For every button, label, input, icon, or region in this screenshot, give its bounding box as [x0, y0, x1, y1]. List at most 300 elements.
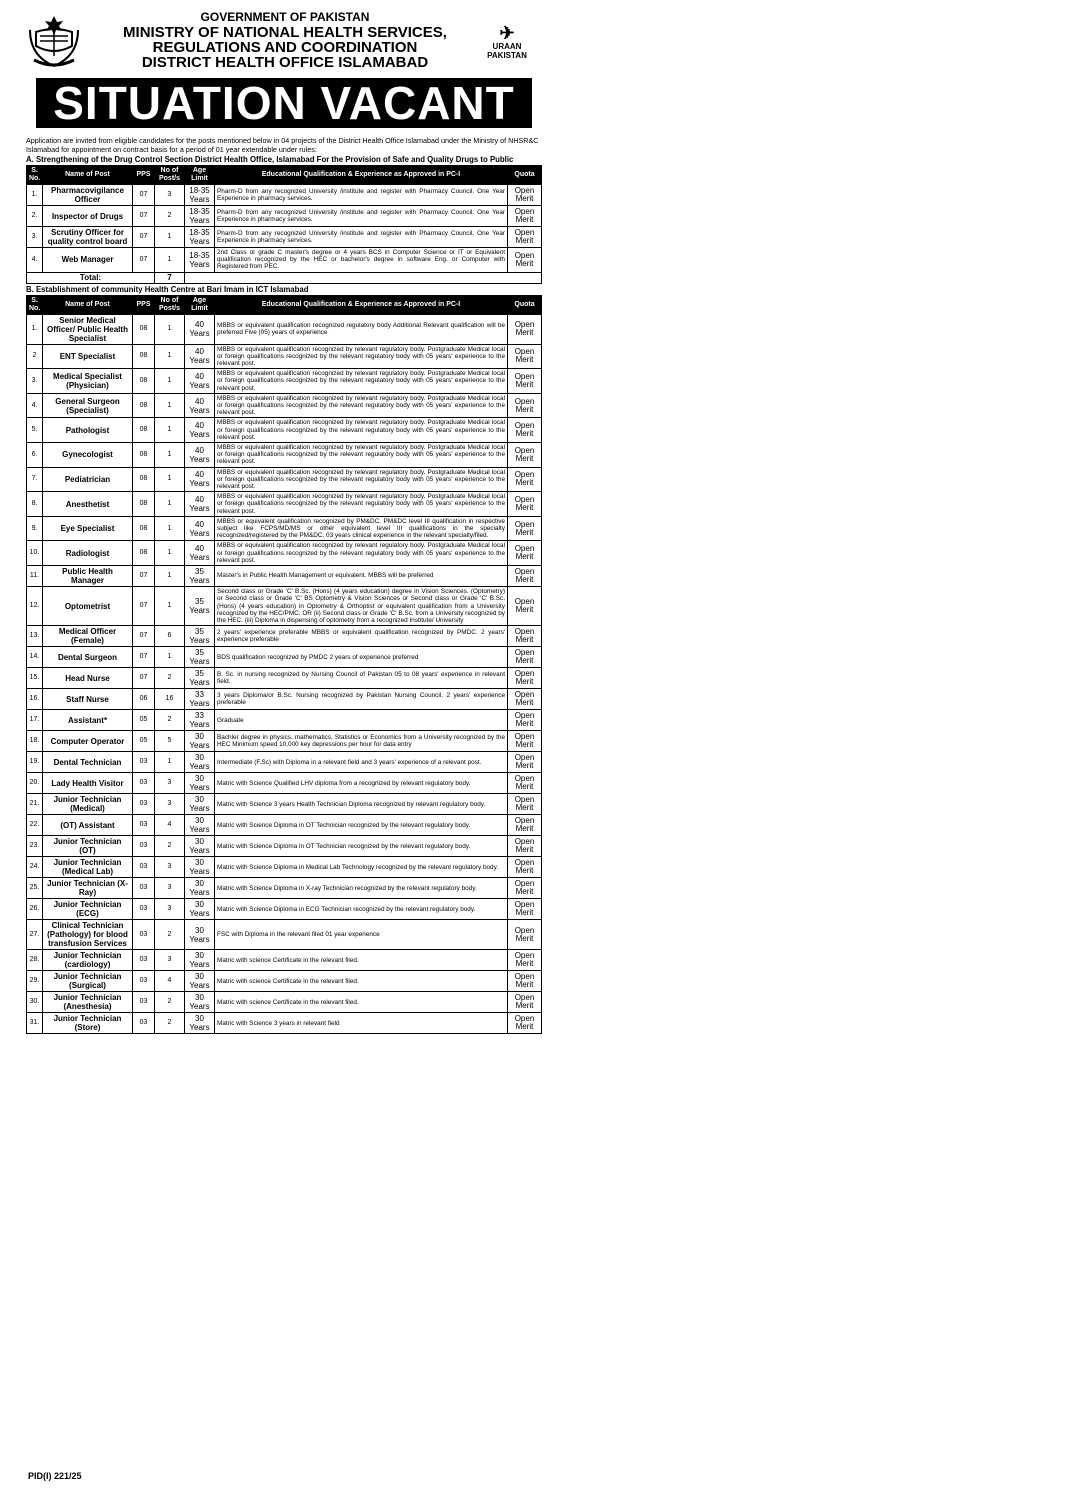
col-name: Name of Post: [43, 295, 133, 314]
row-post-name: Clinical Technician (Pathology) for blood transfusion Services: [43, 920, 133, 950]
table-row: [27, 443, 542, 468]
row-posts: 1: [155, 752, 185, 773]
row-posts: 3: [155, 950, 185, 971]
row-age: 40 Years: [185, 344, 215, 369]
col-qual: Educational Qualification & Experience as Approved in PC-I: [215, 166, 508, 185]
row-qualification: Master's in Public Health Management or equivalent. MBBS will be preferred: [215, 566, 508, 587]
row-pps: 08: [133, 344, 155, 369]
row-pps: 08: [133, 467, 155, 492]
row-posts: 16: [155, 689, 185, 710]
table-row: [27, 516, 542, 541]
row-quota: Open Merit: [508, 393, 542, 418]
row-pps: 03: [133, 992, 155, 1013]
gov-title: GOVERNMENT OF PAKISTAN: [200, 10, 370, 24]
row-sno: 17.: [27, 710, 43, 731]
row-age: 40 Years: [185, 314, 215, 344]
row-quota: Open Merit: [508, 626, 542, 647]
row-sno: 4.: [27, 248, 43, 273]
col-name: Name of Post: [43, 166, 133, 185]
row-sno: 25.: [27, 878, 43, 899]
row-post-name: Senior Medical Officer/ Public Health Specialist: [43, 314, 133, 344]
row-pps: 07: [133, 185, 155, 206]
row-posts: 1: [155, 344, 185, 369]
row-sno: 3.: [27, 369, 43, 394]
table-row: [27, 1013, 542, 1034]
row-qualification: MBBS or equivalent qualification recognized by relevant regulatory body. Postgraduate Medical local or foreign qualifications recognized by the relevant regulatory body with 05 years' experience to the relevant post.: [215, 541, 508, 566]
row-qualification: Pharm-D from any recognized University /institute and register with Pharmacy Council. One Year Experience in pharmacy services.: [215, 227, 508, 248]
row-age: 30 Years: [185, 773, 215, 794]
row-pps: 03: [133, 950, 155, 971]
row-qualification: Graduate: [215, 710, 508, 731]
row-sno: 1.: [27, 185, 43, 206]
table-row: [27, 626, 542, 647]
table-row: [27, 492, 542, 517]
row-sno: 9.: [27, 516, 43, 541]
col-age: Age Limit: [185, 295, 215, 314]
row-posts: 4: [155, 815, 185, 836]
row-posts: 2: [155, 992, 185, 1013]
row-qualification: MBBS or equivalent qualification recognized by PM&DC. PM&DC level III qualification in respective subject like FCPS/MD/MS or other equivalent level III qualifications in the specialty recognized/registered by the PM&DC. 03 years clinical experience in the relevant specialty/filed.: [215, 516, 508, 541]
row-age: 33 Years: [185, 689, 215, 710]
row-pps: 08: [133, 418, 155, 443]
row-qualification: Matric with Science 3 years in relevant field: [215, 1013, 508, 1034]
row-sno: 22.: [27, 815, 43, 836]
row-posts: 2: [155, 206, 185, 227]
table-row: [27, 314, 542, 344]
row-age: 18-35 Years: [185, 185, 215, 206]
row-sno: 3.: [27, 227, 43, 248]
table-row: [27, 689, 542, 710]
row-quota: Open Merit: [508, 668, 542, 689]
row-quota: Open Merit: [508, 773, 542, 794]
table-row: [27, 185, 542, 206]
row-posts: 3: [155, 857, 185, 878]
row-pps: 03: [133, 971, 155, 992]
table-row: [27, 393, 542, 418]
row-sno: 10.: [27, 541, 43, 566]
row-quota: Open Merit: [508, 689, 542, 710]
section-a-total-row: [27, 272, 542, 283]
row-qualification: Pharm-D from any recognized University /institute and register with Pharmacy Council. One Year Experience in pharmacy services.: [215, 206, 508, 227]
pid-number: PID(I) 221/25: [28, 1471, 82, 1481]
row-age: 30 Years: [185, 815, 215, 836]
col-qual: Educational Qualification & Experience as Approved in PC-I: [215, 295, 508, 314]
row-pps: 03: [133, 794, 155, 815]
row-quota: Open Merit: [508, 899, 542, 920]
row-qualification: MBBS or equivalent qualification recognized by relevant regulatory body. Postgraduate Medical local or foreign qualifications recognized by the relevant regulatory body with 05 years' experience to the relevant post.: [215, 418, 508, 443]
row-age: 35 Years: [185, 668, 215, 689]
uraan-logo: [478, 24, 536, 60]
row-pps: 08: [133, 369, 155, 394]
col-sno: S. No.: [27, 166, 43, 185]
row-sno: 12.: [27, 587, 43, 626]
row-post-name: Junior Technician (OT): [43, 836, 133, 857]
table-row: [27, 794, 542, 815]
col-sno: S. No.: [27, 295, 43, 314]
row-posts: 1: [155, 393, 185, 418]
table-row: [27, 773, 542, 794]
table-row: [27, 731, 542, 752]
row-post-name: Anesthetist: [43, 492, 133, 517]
row-age: 40 Years: [185, 393, 215, 418]
uraan-logo-text: URAAN PAKISTAN: [487, 42, 527, 60]
row-quota: Open Merit: [508, 344, 542, 369]
row-pps: 08: [133, 443, 155, 468]
row-posts: 1: [155, 443, 185, 468]
row-age: 30 Years: [185, 836, 215, 857]
row-post-name: Gynecologist: [43, 443, 133, 468]
col-pps: PPS: [133, 295, 155, 314]
row-pps: 07: [133, 668, 155, 689]
row-qualification: Pharm-D from any recognized University /institute and register with Pharmacy Council. One Year Experience in pharmacy services.: [215, 185, 508, 206]
row-post-name: Staff Nurse: [43, 689, 133, 710]
row-quota: Open Merit: [508, 752, 542, 773]
row-qualification: MBBS or equivalent qualification recognized by relevant regulatory body. Postgraduate Medical local or foreign qualifications recognized by the relevant regulatory body with 05 years' experience to the relevant post.: [215, 492, 508, 517]
uraan-bird-icon: ✈: [499, 23, 515, 43]
row-qualification: MBBS or equivalent qualification recognized regulatory body Additional Relevant qualification will be preferred Five (05) years of experience: [215, 314, 508, 344]
table-row: [27, 541, 542, 566]
row-quota: Open Merit: [508, 971, 542, 992]
table-row: [27, 647, 542, 668]
table-row: [27, 752, 542, 773]
row-quota: Open Merit: [508, 443, 542, 468]
row-sno: 18.: [27, 731, 43, 752]
row-quota: Open Merit: [508, 857, 542, 878]
row-post-name: Eye Specialist: [43, 516, 133, 541]
row-qualification: 2 years' experience preferable MBBS or equivalent qualification recognized by PMDC. 2 years' experience preferable: [215, 626, 508, 647]
row-post-name: Dental Technician: [43, 752, 133, 773]
row-post-name: (OT) Assistant: [43, 815, 133, 836]
col-age: Age Limit: [185, 166, 215, 185]
row-sno: 13.: [27, 626, 43, 647]
row-quota: Open Merit: [508, 920, 542, 950]
row-pps: 08: [133, 541, 155, 566]
row-posts: 2: [155, 668, 185, 689]
row-pps: 08: [133, 492, 155, 517]
row-post-name: Scrutiny Officer for quality control board: [43, 227, 133, 248]
row-age: 35 Years: [185, 647, 215, 668]
row-pps: 08: [133, 314, 155, 344]
row-qualification: BDS qualification recognized by PMDC 2 years of experience preferred: [215, 647, 508, 668]
total-value: 7: [155, 272, 185, 283]
row-pps: 03: [133, 857, 155, 878]
row-quota: Open Merit: [508, 248, 542, 273]
row-pps: 03: [133, 836, 155, 857]
row-age: 30 Years: [185, 857, 215, 878]
row-age: 18-35 Years: [185, 206, 215, 227]
row-post-name: Junior Technician (X- Ray): [43, 878, 133, 899]
row-sno: 27.: [27, 920, 43, 950]
row-post-name: Junior Technician (Anesthesia): [43, 992, 133, 1013]
row-pps: 03: [133, 1013, 155, 1034]
row-age: 18-35 Years: [185, 248, 215, 273]
row-posts: 5: [155, 731, 185, 752]
row-posts: 2: [155, 836, 185, 857]
row-sno: 28.: [27, 950, 43, 971]
row-post-name: General Surgeon (Specialist): [43, 393, 133, 418]
row-post-name: Junior Technician (Surgical): [43, 971, 133, 992]
row-posts: 3: [155, 185, 185, 206]
row-quota: Open Merit: [508, 647, 542, 668]
col-quota: Quota: [508, 166, 542, 185]
row-quota: Open Merit: [508, 314, 542, 344]
row-posts: 1: [155, 541, 185, 566]
row-qualification: Matric with Science 3 years Health Technician Diploma recognized by relevant regulatory body.: [215, 794, 508, 815]
row-age: 40 Years: [185, 467, 215, 492]
row-post-name: Computer Operator: [43, 731, 133, 752]
row-pps: 03: [133, 899, 155, 920]
row-sno: 15.: [27, 668, 43, 689]
row-qualification: MBBS or equivalent qualification recognized by relevant regulatory body. Postgraduate Medical local or foreign qualifications recognized by the relevant regulatory body with 05 years' experience to the relevant post.: [215, 467, 508, 492]
table-row: [27, 248, 542, 273]
ministry-title: MINISTRY OF NATIONAL HEALTH SERVICES,: [123, 24, 447, 41]
intro-text: Application are invited from eligible candidates for the posts mentioned below in 04 projects of the District Health Office Islamabad under the Ministry of NHSR&C Islamabad for appointment on contract basis for a period of 01 year extendable under rules:: [26, 136, 539, 154]
row-post-name: Dental Surgeon: [43, 647, 133, 668]
row-pps: 07: [133, 647, 155, 668]
row-pps: 07: [133, 206, 155, 227]
row-quota: Open Merit: [508, 492, 542, 517]
row-pps: 07: [133, 248, 155, 273]
row-post-name: Medical Specialist (Physician): [43, 369, 133, 394]
row-pps: 03: [133, 752, 155, 773]
table-row: [27, 815, 542, 836]
row-posts: 1: [155, 314, 185, 344]
row-pps: 07: [133, 587, 155, 626]
table-row: [27, 878, 542, 899]
row-quota: Open Merit: [508, 794, 542, 815]
row-age: 30 Years: [185, 992, 215, 1013]
table-row: [27, 899, 542, 920]
row-post-name: Junior Technician (Store): [43, 1013, 133, 1034]
row-pps: 06: [133, 689, 155, 710]
row-age: 30 Years: [185, 731, 215, 752]
row-post-name: Assistant*: [43, 710, 133, 731]
table-row: [27, 227, 542, 248]
row-posts: 2: [155, 920, 185, 950]
row-pps: 03: [133, 878, 155, 899]
row-post-name: Pharmacovigilance Officer: [43, 185, 133, 206]
row-post-name: Public Health Manager: [43, 566, 133, 587]
row-age: 30 Years: [185, 878, 215, 899]
row-sno: 16.: [27, 689, 43, 710]
row-pps: 08: [133, 393, 155, 418]
table-row: [27, 467, 542, 492]
row-age: 18-35 Years: [185, 227, 215, 248]
table-row: [27, 418, 542, 443]
col-posts: No of Post/s: [155, 166, 185, 185]
table-row: [27, 668, 542, 689]
row-qualification: Matric with Science Diploma in Medical Lab Technology recognized by the relevant regulatory body.: [215, 857, 508, 878]
table-row: [27, 920, 542, 950]
ministry-title-2: REGULATIONS AND COORDINATION: [152, 39, 418, 56]
row-qualification: Matric with Science Diploma in X-ray Technician recognized by the relevant regulatory body.: [215, 878, 508, 899]
section-b-table: [26, 295, 542, 1035]
table-row: [27, 857, 542, 878]
row-posts: 1: [155, 516, 185, 541]
row-posts: 2: [155, 710, 185, 731]
row-quota: Open Merit: [508, 467, 542, 492]
row-age: 40 Years: [185, 541, 215, 566]
section-a-title: A. Strengthening of the Drug Control Section District Health Office, Islamabad For the Provision of Safe and Quality Drugs to Public: [26, 155, 514, 164]
row-age: 40 Years: [185, 516, 215, 541]
table-row: [27, 992, 542, 1013]
row-quota: Open Merit: [508, 587, 542, 626]
row-posts: 2: [155, 1013, 185, 1034]
row-post-name: Inspector of Drugs: [43, 206, 133, 227]
table-row: [27, 710, 542, 731]
left-column: [26, 6, 542, 1034]
page-header: [26, 6, 542, 128]
row-post-name: Web Manager: [43, 248, 133, 273]
row-qualification: MBBS or equivalent qualification recognized by relevant regulatory body. Postgraduate Medical local or foreign qualifications recognized by the relevant regulatory body with 05 years' experience to the relevant post.: [215, 443, 508, 468]
row-qualification: MBBS or equivalent qualification recognized by relevant regulatory body. Postgraduate Medical local or foreign qualifications recognized by the relevant regulatory body with 05 years' experience to the relevant post.: [215, 393, 508, 418]
row-sno: 11.: [27, 566, 43, 587]
row-age: 35 Years: [185, 566, 215, 587]
row-sno: 1.: [27, 314, 43, 344]
table-row: [27, 950, 542, 971]
row-post-name: Radiologist: [43, 541, 133, 566]
row-qualification: 2nd Class or grade C master's degree or 4 years BCS in Computer Science or IT or Equivalent qualification recognized by the HEC or bachelor's degree in software Eng. or Computer with Registered from PEC.: [215, 248, 508, 273]
row-qualification: MBBS or equivalent qualification recognized by relevant regulatory body. Postgraduate Medical local or foreign qualifications recognized by the relevant regulatory body with 05 years' experience to the relevant post.: [215, 369, 508, 394]
row-age: 40 Years: [185, 492, 215, 517]
table-row: [27, 206, 542, 227]
row-qualification: Second class or Grade 'C' B.Sc. (Hons) (4 years education) degree in Vision Sciences. (Optometry) or Second class or Grade 'C' BS Optometry & Vision Sciences or Second class or Grade 'C' B.Sc. (Hons) (4 years education) in Optometry & Orthoptist or equivalent qualification from a University recognized by the HEC/PMC. OR (ii) Second class or Grade 'C' B.Sc. from a University recognized by the HEC. (iii) Diploma in dispensing of optometry from a recognized Institute/ University: [215, 587, 508, 626]
row-quota: Open Merit: [508, 185, 542, 206]
row-sno: 26.: [27, 899, 43, 920]
office-title: DISTRICT HEALTH OFFICE ISLAMABAD: [141, 54, 429, 71]
row-post-name: Optometrist: [43, 587, 133, 626]
row-age: 30 Years: [185, 752, 215, 773]
row-age: 35 Years: [185, 587, 215, 626]
row-qualification: 3 years Diploma/or B.Sc. Nursing recognized by Pakistan Nursing Council. 2 years' experience preferable: [215, 689, 508, 710]
row-qualification: MBBS or equivalent qualification recognized by relevant regulatory body. Postgraduate Medical local or foreign qualifications recognized by the relevant regulatory body with 05 years' experience to the relevant post.: [215, 344, 508, 369]
row-age: 40 Years: [185, 443, 215, 468]
row-qualification: Bachler degree in physics, mathematics, Statistics or Economics from a University recognized by the HEC Minimum speed 10,000 key depressions per hour for data entry: [215, 731, 508, 752]
row-age: 35 Years: [185, 626, 215, 647]
row-posts: 1: [155, 248, 185, 273]
row-quota: Open Merit: [508, 418, 542, 443]
row-posts: 1: [155, 566, 185, 587]
section-b-title: B. Establishment of community Health Centre at Bari Imam in ICT Islamabad: [26, 284, 309, 294]
row-sno: 14.: [27, 647, 43, 668]
row-posts: 3: [155, 878, 185, 899]
col-quota: Quota: [508, 295, 542, 314]
row-sno: 20.: [27, 773, 43, 794]
row-quota: Open Merit: [508, 1013, 542, 1034]
row-age: 30 Years: [185, 950, 215, 971]
row-posts: 1: [155, 467, 185, 492]
row-qualification: Matric with Science Diploma in OT Technician recognized by the relevant regulatory body.: [215, 836, 508, 857]
row-age: 30 Years: [185, 899, 215, 920]
row-qualification: Matric with science Certificate in the relevant filed.: [215, 992, 508, 1013]
row-sno: 31.: [27, 1013, 43, 1034]
table-row: [27, 344, 542, 369]
row-posts: 3: [155, 773, 185, 794]
table-row: [27, 369, 542, 394]
table-row: [27, 971, 542, 992]
row-pps: 03: [133, 920, 155, 950]
row-age: 30 Years: [185, 920, 215, 950]
table-row: [27, 587, 542, 626]
row-qualification: Matric with Science Diploma in ECG Technician recognized by the relevant regulatory body.: [215, 899, 508, 920]
row-posts: 3: [155, 899, 185, 920]
row-quota: Open Merit: [508, 878, 542, 899]
row-qualification: Intermediate (F.Sc) with Diploma in a relevant field and 3 years' experience of a relevant post.: [215, 752, 508, 773]
situation-vacant-banner: SITUATION VACANT: [36, 78, 532, 128]
row-quota: Open Merit: [508, 731, 542, 752]
col-pps: PPS: [133, 166, 155, 185]
row-sno: 5.: [27, 418, 43, 443]
row-sno: 8.: [27, 492, 43, 517]
row-quota: Open Merit: [508, 815, 542, 836]
row-post-name: Medical Officer (Female): [43, 626, 133, 647]
row-posts: 1: [155, 647, 185, 668]
row-posts: 1: [155, 587, 185, 626]
row-pps: 05: [133, 710, 155, 731]
state-emblem-icon: [26, 12, 82, 70]
row-posts: 3: [155, 794, 185, 815]
table-row: [27, 566, 542, 587]
row-posts: 1: [155, 369, 185, 394]
row-posts: 1: [155, 492, 185, 517]
row-pps: 07: [133, 566, 155, 587]
row-quota: Open Merit: [508, 836, 542, 857]
row-sno: 6.: [27, 443, 43, 468]
row-qualification: Matric with science Certificate in the relevant filed.: [215, 950, 508, 971]
row-sno: 29.: [27, 971, 43, 992]
row-age: 30 Years: [185, 794, 215, 815]
row-post-name: Pediatrician: [43, 467, 133, 492]
row-quota: Open Merit: [508, 992, 542, 1013]
row-quota: Open Merit: [508, 541, 542, 566]
row-pps: 07: [133, 227, 155, 248]
row-pps: 03: [133, 773, 155, 794]
row-post-name: Junior Technician (cardiology): [43, 950, 133, 971]
row-sno: 2.: [27, 206, 43, 227]
col-posts: No of Post/s: [155, 295, 185, 314]
row-sno: 30.: [27, 992, 43, 1013]
section-a-table: [26, 165, 542, 284]
row-qualification: Matric with science Certificate in the relevant filed.: [215, 971, 508, 992]
row-post-name: Lady Health Visitor: [43, 773, 133, 794]
row-pps: 03: [133, 815, 155, 836]
table-row: [27, 836, 542, 857]
row-pps: 07: [133, 626, 155, 647]
row-age: 40 Years: [185, 369, 215, 394]
row-sno: 2: [27, 344, 43, 369]
row-pps: 05: [133, 731, 155, 752]
row-post-name: Junior Technician (ECG): [43, 899, 133, 920]
header-text: [88, 10, 482, 70]
row-sno: 23.: [27, 836, 43, 857]
row-sno: 19.: [27, 752, 43, 773]
row-qualification: Matric with Science Qualified LHV diploma from a recognized by relevant regulatory body.: [215, 773, 508, 794]
total-label: Total:: [27, 272, 155, 283]
row-posts: 1: [155, 227, 185, 248]
row-post-name: Junior Technician (Medical Lab): [43, 857, 133, 878]
row-age: 30 Years: [185, 1013, 215, 1034]
row-sno: 4.: [27, 393, 43, 418]
row-sno: 21.: [27, 794, 43, 815]
row-post-name: Pathologist: [43, 418, 133, 443]
row-age: 33 Years: [185, 710, 215, 731]
row-post-name: Head Nurse: [43, 668, 133, 689]
row-posts: 1: [155, 418, 185, 443]
row-quota: Open Merit: [508, 566, 542, 587]
row-age: 40 Years: [185, 418, 215, 443]
row-qualification: FSC with Diploma in the relevant filed 01 year experience: [215, 920, 508, 950]
row-quota: Open Merit: [508, 710, 542, 731]
